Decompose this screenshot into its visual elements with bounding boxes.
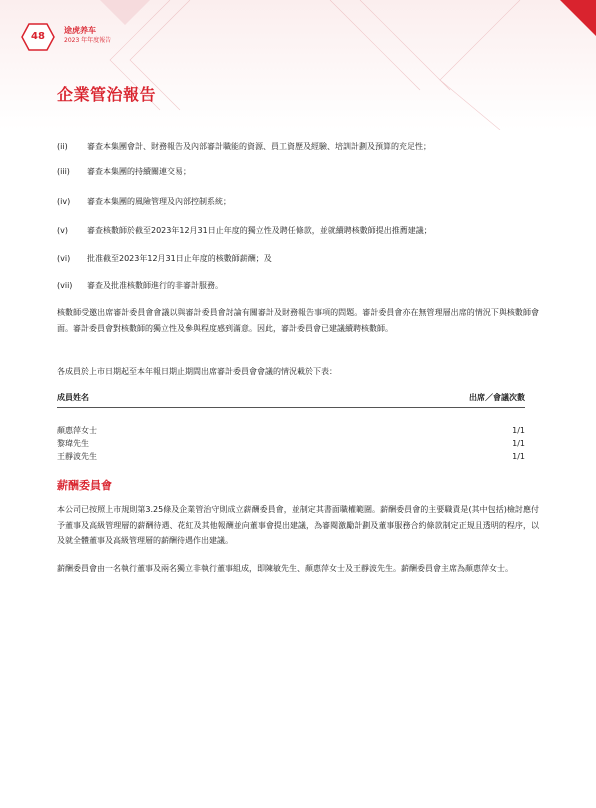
attendance-intro-paragraph: 各成員於上市日期起至本年報日期止期間出席審計委員會會議的情況載於下表： — [57, 367, 337, 376]
list-item-text: 審查本集團的持續關連交易； — [87, 167, 191, 176]
member-name: 顏惠萍女士 — [57, 426, 97, 435]
list-item-number: (v) — [57, 226, 68, 235]
list-item-number: (ii) — [57, 142, 68, 151]
section-heading: 薪酬委員會 — [57, 479, 112, 492]
list-item-number: (vi) — [57, 254, 71, 263]
brand-name: 途虎养车 — [64, 26, 96, 35]
page-number: 48 — [31, 31, 45, 42]
table-divider — [57, 407, 525, 408]
table-header-attendance: 出席／會議次數 — [469, 393, 525, 402]
table-header-name: 成員姓名 — [57, 393, 89, 402]
page-title: 企業管治報告 — [57, 85, 157, 104]
list-item-number: (iii) — [57, 167, 70, 176]
list-item-text: 批准截至2023年12月31日止年度的核數師薪酬；及 — [87, 254, 272, 263]
auditor-paragraph: 核數師受邀出席審計委員會會議以與審計委員會討論有關審計及財務報告事項的問題。審計委員會亦在無管理層出席的情況下與核數師會面。審計委員會對核數師的獨立性及參與程度感到滿意。因此，審計委員會已建議續聘核數師。 — [57, 308, 539, 333]
page-number-badge — [21, 23, 55, 51]
remuneration-paragraph-1: 本公司已按照上市規則第3.25條及企業管治守則成立薪酬委員會，並制定其書面職權範圍。薪酬委員會的主要職責是(其中包括)檢討應付予董事及高級管理層的薪酬待遇、花紅及其他報酬並向董事會提出建議，為審閱激勵計劃及董事服務合約條款制定正規且透明的程序，以及就全體董事及高級管理層的薪酬待遇作出建議。 — [57, 505, 539, 545]
list-item-number: (iv) — [57, 197, 71, 206]
member-attendance: 1/1 — [512, 452, 525, 461]
report-name: 2023 年年度報告 — [64, 37, 112, 44]
list-item-number: (vii) — [57, 281, 73, 290]
list-item-text: 審查本集團的風險管理及內部控制系統； — [87, 197, 231, 206]
header-decoration — [0, 0, 596, 130]
list-item-text: 審查及批准核數師進行的非審計服務。 — [87, 281, 223, 290]
member-attendance: 1/1 — [512, 426, 525, 435]
brand-block — [64, 26, 111, 45]
remuneration-paragraph-2: 薪酬委員會由一名執行董事及兩名獨立非執行董事組成，即陳敏先生、顏惠萍女士及王靜波先生。薪酬委員會主席為顏惠萍女士。 — [57, 564, 513, 573]
list-item-text: 審查核數師於截至2023年12月31日止年度的獨立性及聘任條款，並就續聘核數師提出推薦建議； — [87, 226, 432, 235]
list-item-text: 審查本集團會計、財務報告及內部審計職能的資源、員工資歷及經驗、培訓計劃及預算的充足性； — [87, 142, 431, 151]
member-name: 王靜波先生 — [57, 452, 97, 461]
member-attendance: 1/1 — [512, 439, 525, 448]
member-name: 黎瑋先生 — [57, 439, 89, 448]
